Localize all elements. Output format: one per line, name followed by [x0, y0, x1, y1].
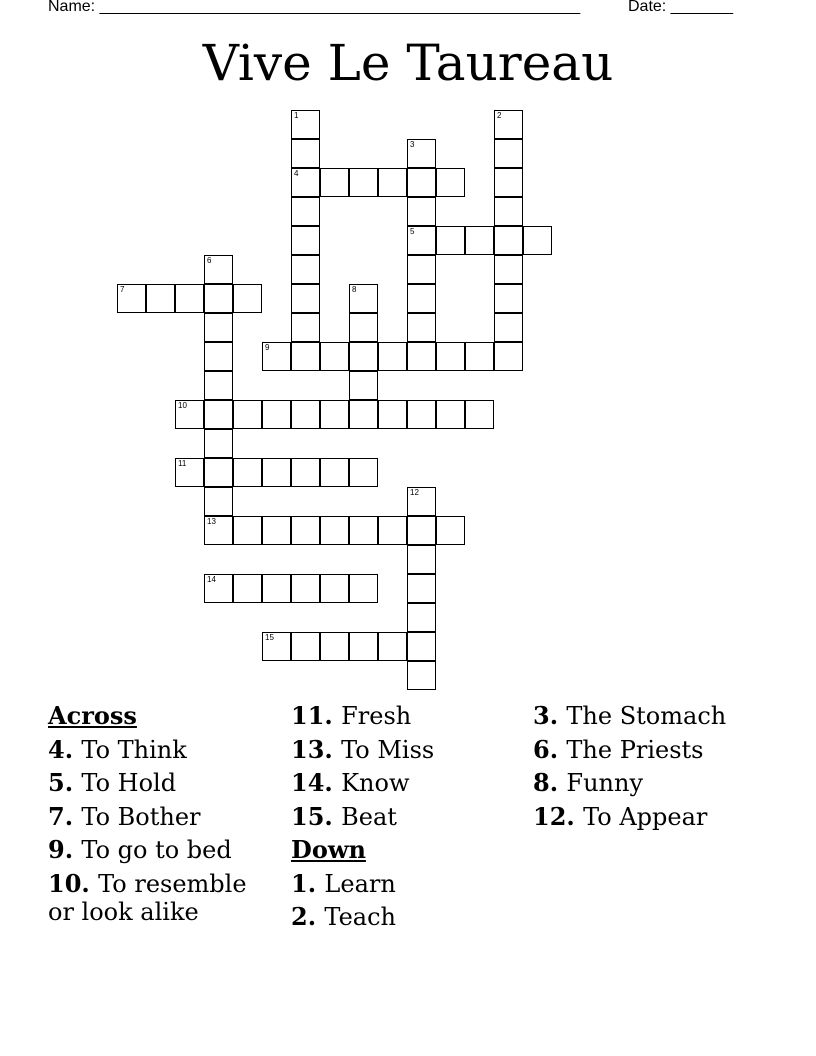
clue-number: 8: [533, 768, 550, 797]
grid-cell[interactable]: [320, 458, 349, 487]
clue-text: To Hold: [81, 769, 177, 797]
clue-number-dot: .: [81, 868, 99, 898]
grid-cell[interactable]: [436, 342, 465, 371]
grid-cell[interactable]: [117, 284, 146, 313]
grid-cell[interactable]: [349, 168, 378, 197]
grid-cell[interactable]: [407, 342, 436, 371]
clue-number-label: 11: [178, 459, 187, 468]
clue-number: 1: [291, 868, 308, 898]
grid-cell[interactable]: [291, 313, 320, 342]
grid-cell[interactable]: [494, 284, 523, 313]
clue-number-dot: .: [64, 734, 82, 764]
grid-cell[interactable]: [407, 139, 436, 168]
clue-number-dot: .: [549, 701, 567, 730]
clue-text: Beat: [341, 802, 397, 831]
grid-cell[interactable]: [233, 458, 262, 487]
clue-number-label: 1: [294, 111, 299, 120]
clue-number-dot: .: [64, 801, 82, 831]
grid-cell[interactable]: [291, 632, 320, 661]
grid-cell[interactable]: [262, 632, 291, 661]
grid-cell[interactable]: [494, 342, 523, 371]
grid-cell[interactable]: [407, 168, 436, 197]
grid-cell[interactable]: [204, 487, 233, 516]
grid-cell[interactable]: [291, 458, 320, 487]
clue-number: 10: [48, 868, 82, 898]
clue-number-dot: .: [566, 801, 584, 831]
grid-cell[interactable]: [407, 487, 436, 516]
clue-item: [533, 803, 765, 831]
grid-cell[interactable]: [204, 255, 233, 284]
grid-cell[interactable]: [233, 284, 262, 313]
grid-cell[interactable]: [262, 516, 291, 545]
grid-cell[interactable]: [407, 226, 436, 255]
clue-number-label: 9: [265, 343, 270, 352]
grid-cell[interactable]: [233, 574, 262, 603]
grid-cell[interactable]: [349, 458, 378, 487]
clue-number-label: 14: [207, 575, 216, 584]
grid-cell[interactable]: [494, 139, 523, 168]
clue-number: 3: [533, 701, 550, 730]
clue-number: 7: [48, 801, 65, 831]
clue-item: [533, 736, 765, 764]
grid-cell[interactable]: [204, 371, 233, 400]
clue-text: Teach: [324, 903, 396, 931]
clue-number-label: 2: [497, 111, 502, 120]
clue-number: 9: [48, 835, 65, 864]
grid-cell[interactable]: [407, 661, 436, 690]
down-heading: Down: [291, 835, 366, 864]
clue-number: 11: [291, 701, 325, 730]
grid-cell[interactable]: [407, 255, 436, 284]
grid-cell[interactable]: [291, 139, 320, 168]
grid-cell[interactable]: [407, 400, 436, 429]
puzzle-title: Vive Le Taureau: [202, 34, 614, 92]
grid-cell[interactable]: [291, 168, 320, 197]
clue-number-dot: .: [64, 835, 82, 864]
grid-cell[interactable]: [494, 255, 523, 284]
clue-number: 12: [533, 801, 567, 831]
clue-number-dot: .: [324, 801, 342, 831]
grid-cell[interactable]: [146, 284, 175, 313]
clue-number-dot: .: [324, 734, 342, 764]
clue-number: 14: [291, 768, 325, 797]
clue-column-3: [533, 702, 765, 836]
grid-cell[interactable]: [291, 574, 320, 603]
grid-cell[interactable]: [262, 400, 291, 429]
clue-text: To go to bed: [81, 836, 232, 864]
grid-cell[interactable]: [349, 516, 378, 545]
clue-number-label: 10: [178, 401, 187, 410]
grid-cell[interactable]: [436, 226, 465, 255]
clue-text: The Stomach: [566, 702, 727, 730]
grid-cell[interactable]: [465, 226, 494, 255]
clue-number-dot: .: [324, 768, 342, 797]
clue-number-label: 5: [410, 227, 415, 236]
clue-number-label: 15: [265, 633, 274, 642]
clue-number-label: 13: [207, 517, 216, 526]
clue-number-label: 3: [410, 140, 415, 149]
name-field-label: Name: ______________________________________________________: [48, 0, 581, 15]
clue-text: Learn: [324, 869, 396, 898]
clue-item: [48, 769, 280, 797]
clue-number-dot: .: [307, 902, 325, 931]
clue-column-2: [291, 702, 523, 937]
grid-cell[interactable]: [349, 342, 378, 371]
grid-cell[interactable]: [204, 342, 233, 371]
clue-text: To resemble or look alike: [48, 869, 247, 926]
clue-number: 4: [48, 734, 65, 764]
clue-number-dot: .: [549, 734, 567, 764]
grid-cell[interactable]: [378, 516, 407, 545]
grid-cell[interactable]: [349, 313, 378, 342]
grid-cell[interactable]: [291, 110, 320, 139]
clue-item: [533, 769, 765, 797]
clue-text: The Priests: [566, 735, 704, 764]
clue-item: [533, 702, 765, 730]
grid-cell[interactable]: [291, 400, 320, 429]
grid-cell[interactable]: [233, 400, 262, 429]
clue-number-dot: .: [307, 868, 325, 898]
grid-cell[interactable]: [175, 400, 204, 429]
clue-item: [291, 803, 523, 831]
grid-cell[interactable]: [320, 516, 349, 545]
date-field-label: Date: _______: [628, 0, 733, 15]
clue-number: 6: [533, 734, 550, 764]
grid-cell[interactable]: [436, 168, 465, 197]
grid-cell[interactable]: [349, 371, 378, 400]
grid-cell[interactable]: [204, 429, 233, 458]
grid-cell[interactable]: [262, 342, 291, 371]
clue-text: Know: [341, 769, 410, 797]
grid-cell[interactable]: [320, 168, 349, 197]
grid-cell[interactable]: [320, 574, 349, 603]
across-heading: Across: [48, 701, 137, 730]
clue-number-label: 8: [352, 285, 357, 294]
grid-cell[interactable]: [494, 110, 523, 139]
grid-cell[interactable]: [262, 574, 291, 603]
grid-cell[interactable]: [349, 632, 378, 661]
grid-cell[interactable]: [407, 284, 436, 313]
grid-cell[interactable]: [291, 197, 320, 226]
grid-cell[interactable]: [320, 400, 349, 429]
clue-text: To Appear: [583, 802, 708, 831]
clue-column-1: [48, 702, 280, 931]
clue-number-label: 7: [120, 285, 125, 294]
grid-cell[interactable]: [407, 574, 436, 603]
clue-item: [48, 870, 280, 926]
grid-cell[interactable]: [407, 197, 436, 226]
grid-cell[interactable]: [349, 574, 378, 603]
clue-item: [291, 736, 523, 764]
clue-text: Funny: [566, 769, 644, 797]
grid-cell[interactable]: [494, 168, 523, 197]
grid-cell[interactable]: [204, 516, 233, 545]
grid-cell[interactable]: [436, 516, 465, 545]
grid-cell[interactable]: [204, 313, 233, 342]
grid-cell[interactable]: [494, 226, 523, 255]
grid-cell[interactable]: [204, 400, 233, 429]
clue-item: [291, 702, 523, 730]
grid-cell[interactable]: [378, 342, 407, 371]
grid-cell[interactable]: [262, 458, 291, 487]
clue-text: To Miss: [341, 735, 435, 764]
clue-item: [291, 769, 523, 797]
grid-cell[interactable]: [407, 603, 436, 632]
grid-cell[interactable]: [204, 574, 233, 603]
clue-number-label: 4: [294, 169, 299, 178]
grid-cell[interactable]: [233, 516, 262, 545]
grid-cell[interactable]: [407, 516, 436, 545]
grid-cell[interactable]: [378, 632, 407, 661]
grid-cell[interactable]: [291, 342, 320, 371]
grid-cell[interactable]: [349, 400, 378, 429]
grid-cell[interactable]: [175, 458, 204, 487]
grid-cell[interactable]: [523, 226, 552, 255]
grid-cell[interactable]: [320, 342, 349, 371]
clue-item: [48, 836, 280, 864]
grid-cell[interactable]: [407, 545, 436, 574]
grid-cell[interactable]: [291, 516, 320, 545]
grid-cell[interactable]: [378, 400, 407, 429]
grid-cell[interactable]: [494, 197, 523, 226]
grid-cell[interactable]: [349, 284, 378, 313]
clue-item: [291, 903, 523, 931]
grid-cell[interactable]: [378, 168, 407, 197]
clue-number: 2: [291, 902, 308, 931]
clue-number-label: 12: [410, 488, 419, 497]
grid-cell[interactable]: [291, 255, 320, 284]
grid-cell[interactable]: [465, 400, 494, 429]
clue-number-dot: .: [324, 701, 342, 730]
grid-cell[interactable]: [494, 313, 523, 342]
clue-number: 5: [48, 768, 65, 797]
clue-number: 15: [291, 801, 325, 831]
clue-text: Fresh: [341, 702, 412, 730]
grid-cell[interactable]: [291, 226, 320, 255]
grid-cell[interactable]: [291, 284, 320, 313]
clue-item: [48, 736, 280, 764]
grid-cell[interactable]: [407, 632, 436, 661]
clue-item: [291, 870, 523, 898]
grid-cell[interactable]: [407, 313, 436, 342]
clue-text: To Think: [81, 735, 187, 764]
clue-number: 13: [291, 734, 325, 764]
clue-number-dot: .: [64, 768, 82, 797]
grid-cell[interactable]: [320, 632, 349, 661]
grid-cell[interactable]: [465, 342, 494, 371]
grid-cell[interactable]: [204, 458, 233, 487]
grid-cell[interactable]: [175, 284, 204, 313]
grid-cell[interactable]: [204, 284, 233, 313]
clue-number-label: 6: [207, 256, 212, 265]
clue-item: [48, 803, 280, 831]
clue-number-dot: .: [549, 768, 567, 797]
grid-cell[interactable]: [436, 400, 465, 429]
clue-text: To Bother: [81, 802, 201, 831]
